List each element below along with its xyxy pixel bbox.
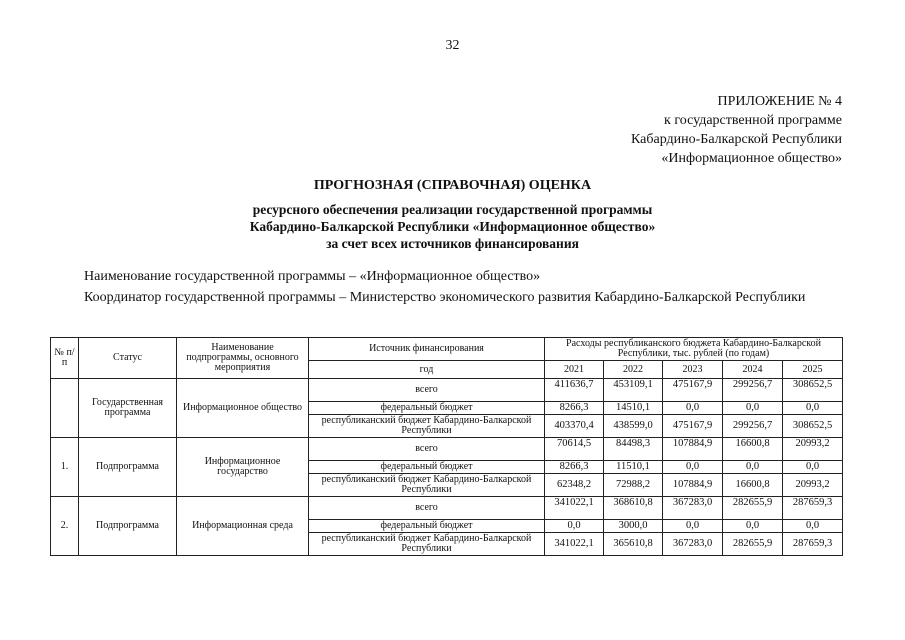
source-cell: федеральный бюджет (309, 520, 545, 533)
value-cell: 308652,5 (783, 415, 843, 438)
value-cell: 16600,8 (723, 438, 783, 461)
header-year: 2025 (783, 361, 843, 379)
group-num: 1. (51, 438, 79, 497)
appendix-line: «Информационное общество» (661, 151, 842, 166)
header-year-label: год (309, 361, 545, 379)
value-cell: 0,0 (723, 461, 783, 474)
appendix-line: Кабардино-Балкарской Республики (631, 132, 842, 147)
table-row (51, 438, 843, 461)
value-cell: 20993,2 (783, 474, 843, 497)
coordinator-paragraph: Координатор государственной программы – Министерство экономического развития Кабардино-Балкарской Республики (84, 290, 806, 305)
value-cell: 282655,9 (723, 497, 783, 520)
value-cell: 72988,2 (604, 474, 663, 497)
value-cell: 403370,4 (545, 415, 604, 438)
header-expenses: Расходы республиканского бюджета Кабардино-Балкарской Республики, тыс. рублей (по годам) (545, 338, 843, 361)
header-year: 2022 (604, 361, 663, 379)
header-year: 2024 (723, 361, 783, 379)
value-cell: 475167,9 (663, 415, 723, 438)
value-cell: 0,0 (663, 402, 723, 415)
table-row (51, 497, 843, 520)
value-cell: 0,0 (663, 520, 723, 533)
value-cell: 287659,3 (783, 497, 843, 520)
value-cell: 3000,0 (604, 520, 663, 533)
subtitle-line: за счет всех источников финансирования (326, 236, 579, 251)
header-year: 2021 (545, 361, 604, 379)
header-name: Наименование подпрограммы, основного мероприятия (177, 338, 309, 379)
value-cell: 8266,3 (545, 402, 604, 415)
value-cell: 341022,1 (545, 533, 604, 556)
source-cell: всего (309, 438, 545, 461)
value-cell: 0,0 (545, 520, 604, 533)
subtitle-line: Кабардино-Балкарской Республики «Информационное общество» (249, 219, 656, 234)
group-num (51, 379, 79, 438)
value-cell: 299256,7 (723, 379, 783, 402)
value-cell: 367283,0 (663, 533, 723, 556)
header-source: Источник финансирования (309, 338, 545, 361)
value-cell: 8266,3 (545, 461, 604, 474)
document-title: ПРОГНОЗНАЯ (СПРАВОЧНАЯ) ОЦЕНКА (313, 178, 592, 193)
group-status: Государственная программа (79, 379, 177, 438)
value-cell: 438599,0 (604, 415, 663, 438)
value-cell: 0,0 (783, 461, 843, 474)
value-cell: 14510,1 (604, 402, 663, 415)
source-cell: федеральный бюджет (309, 402, 545, 415)
source-cell: федеральный бюджет (309, 461, 545, 474)
resource-table (50, 337, 843, 556)
header-year: 2023 (663, 361, 723, 379)
value-cell: 0,0 (783, 520, 843, 533)
value-cell: 84498,3 (604, 438, 663, 461)
program-name-paragraph: Наименование государственной программы – «Информационное общество» (84, 269, 541, 284)
header-status: Статус (79, 338, 177, 379)
table-row (51, 379, 843, 402)
appendix-title: ПРИЛОЖЕНИЕ № 4 (717, 94, 842, 109)
value-cell: 70614,5 (545, 438, 604, 461)
value-cell: 11510,1 (604, 461, 663, 474)
value-cell: 0,0 (663, 461, 723, 474)
value-cell: 287659,3 (783, 533, 843, 556)
value-cell: 308652,5 (783, 379, 843, 402)
subtitle-line: ресурсного обеспечения реализации государственной программы (252, 202, 653, 217)
value-cell: 62348,2 (545, 474, 604, 497)
appendix-line: к государственной программе (664, 113, 842, 128)
group-name: Информационное общество (177, 379, 309, 438)
value-cell: 365610,8 (604, 533, 663, 556)
value-cell: 0,0 (783, 402, 843, 415)
group-status: Подпрограмма (79, 497, 177, 556)
value-cell: 0,0 (723, 520, 783, 533)
page-number: 32 (445, 38, 460, 53)
appendix-block (631, 92, 842, 168)
group-status: Подпрограмма (79, 438, 177, 497)
group-name: Информационное государство (177, 438, 309, 497)
value-cell: 453109,1 (604, 379, 663, 402)
value-cell: 282655,9 (723, 533, 783, 556)
source-cell: республиканский бюджет Кабардино-Балкарской Республики (309, 415, 545, 438)
group-name: Информационная среда (177, 497, 309, 556)
value-cell: 368610,8 (604, 497, 663, 520)
value-cell: 367283,0 (663, 497, 723, 520)
source-cell: республиканский бюджет Кабардино-Балкарской Республики (309, 533, 545, 556)
value-cell: 16600,8 (723, 474, 783, 497)
value-cell: 107884,9 (663, 438, 723, 461)
value-cell: 107884,9 (663, 474, 723, 497)
source-cell: всего (309, 497, 545, 520)
value-cell: 299256,7 (723, 415, 783, 438)
header-num: № п/п (51, 338, 79, 379)
source-cell: республиканский бюджет Кабардино-Балкарской Республики (309, 474, 545, 497)
value-cell: 411636,7 (545, 379, 604, 402)
document-subtitle (0, 201, 905, 252)
group-num: 2. (51, 497, 79, 556)
source-cell: всего (309, 379, 545, 402)
value-cell: 20993,2 (783, 438, 843, 461)
value-cell: 0,0 (723, 402, 783, 415)
value-cell: 341022,1 (545, 497, 604, 520)
value-cell: 475167,9 (663, 379, 723, 402)
